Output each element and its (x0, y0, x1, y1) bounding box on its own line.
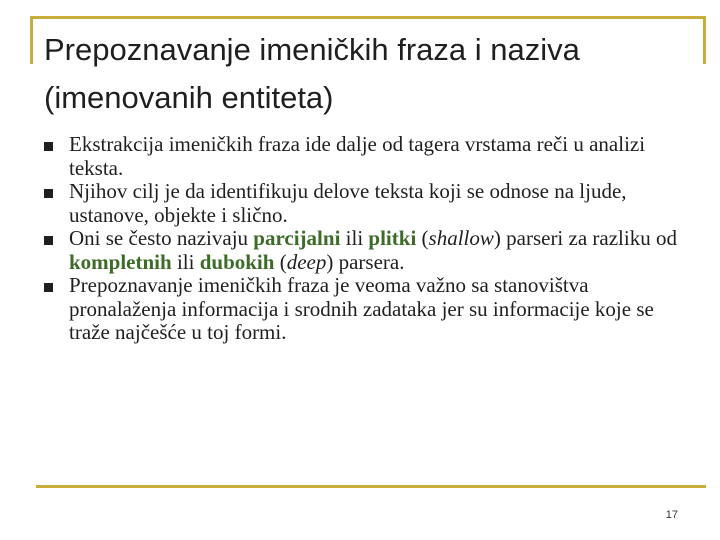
bullet-item (44, 180, 684, 227)
frame-left-line (30, 16, 33, 64)
square-bullet-icon (44, 189, 53, 198)
bullet-item (44, 133, 684, 180)
bullet-item (44, 274, 684, 345)
highlighted-term-plitki: plitki (368, 226, 417, 250)
bullet-text-segment: Oni se često nazivaju (69, 226, 254, 250)
slide-title: Prepoznavanje imeničkih fraza i naziva (imenovanih entiteta) (44, 32, 580, 115)
square-bullet-icon (44, 283, 53, 292)
bullet-text: Ekstrakcija imeničkih fraza ide dalje od tagera vrstama reči u analizi teksta. (69, 132, 646, 180)
bullet-text: Prepoznavanje imeničkih fraza je veoma važno sa stanovištva pronalaženja informacija i srodnih zadataka jer su informacije koje se traže najčešće u toj formi. (69, 273, 654, 344)
frame-top-line (30, 16, 706, 19)
highlighted-term-dubokih: dubokih (199, 249, 275, 274)
bullet-text-segment: ( (274, 249, 287, 274)
bullet-text-segment: ( (416, 226, 429, 250)
italic-term-deep: deep (286, 249, 327, 274)
highlighted-term-parcijalni: parcijalni (253, 226, 341, 250)
italic-term-shallow: shallow (428, 226, 494, 250)
page-number: 17 (665, 509, 678, 521)
frame-right-line (703, 16, 706, 64)
square-bullet-icon (44, 142, 53, 151)
bullet-text-segment: ili (171, 249, 200, 274)
square-bullet-icon (44, 236, 53, 245)
frame-bottom-line (36, 485, 706, 488)
bullet-text-segment: ili (340, 226, 369, 250)
bullet-text: Njihov cilj je da identifikuju delove teksta koji se odnose na ljude, ustanove, objekte i slično. (69, 179, 627, 227)
bullet-text-segment: ) parsera. (326, 249, 405, 274)
bullet-list (44, 133, 684, 345)
highlighted-term-kompletnih: kompletnih (69, 249, 172, 274)
bullet-item (44, 227, 684, 274)
bullet-text-segment: ) parseri za razliku od (493, 226, 677, 250)
